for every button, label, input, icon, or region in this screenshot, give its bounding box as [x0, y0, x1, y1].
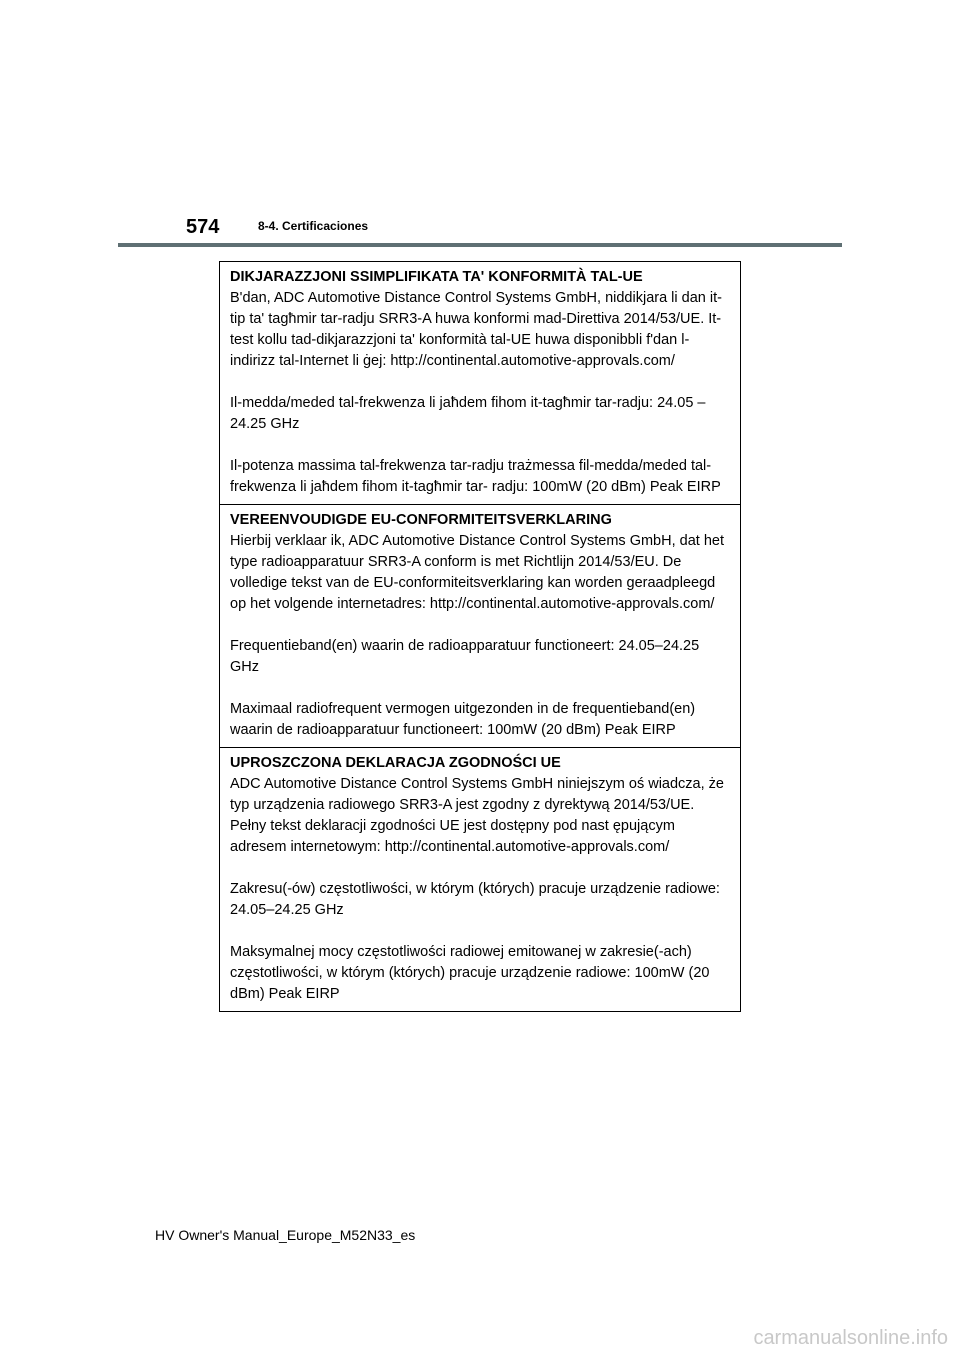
max-power-paragraph: Maximaal radiofrequent vermogen uitgezonden in de frequentieband(en) waarin de radioapparatuur functioneert: 100mW (20 dBm) Peak EIRP	[230, 701, 696, 738]
manual-footer: HV Owner's Manual_Europe_M52N33_es	[155, 1227, 416, 1243]
frequency-band-paragraph: Zakresu(-ów) częstotliwości, w którym (których) pracuje urządzenie radiowe: 24.05–24.25 GHz	[230, 881, 720, 918]
declaration-title: UPROSZCZONA DEKLARACJA ZGODNOŚCI UE	[230, 755, 561, 771]
declaration-title: DIKJARAZZJONI SSIMPLIFIKATA TA' KONFORMITÀ TAL-UE	[230, 269, 643, 285]
declaration-dutch	[220, 504, 740, 747]
section-title: 8-4. Certificaciones	[258, 219, 369, 233]
frequency-band-paragraph: Il-medda/meded tal-frekwenza li jaħdem fihom it-tagħmir tar-radju: 24.05 –24.25 GHz	[230, 395, 706, 432]
declaration-paragraph: B'dan, ADC Automotive Distance Control Systems GmbH, niddikjara li dan it-tip ta' tagħmir tar-radju SRR3-A huwa konformi mad-Direttiva 2014/53/UE. It-test kollu tad-dikjarazzjoni ta' konformità tal-UE huwa disponibbli f'dan l-indirizz tal-Internet li ġej: http://continental.automotive-approvals.com/	[230, 290, 722, 369]
declaration-title: VEREENVOUDIGDE EU-CONFORMITEITSVERKLARING	[230, 512, 612, 528]
frequency-band-paragraph: Frequentieband(en) waarin de radioapparatuur functioneert: 24.05–24.25 GHz	[230, 638, 700, 675]
certification-table	[219, 261, 741, 1012]
page-number: 574	[186, 216, 220, 238]
header-rule	[118, 243, 842, 247]
max-power-paragraph: Maksymalnej mocy częstotliwości radiowej emitowanej w zakresie(-ach) częstotliwości, w którym (których) pracuje urządzenie radiowe: 100mW (20 dBm) Peak EIRP	[230, 944, 710, 1002]
watermark-text: carmanualsonline.info	[753, 1327, 948, 1349]
declaration-polish	[220, 747, 740, 1011]
max-power-paragraph: Il-potenza massima tal-frekwenza tar-radju trażmessa fil-medda/meded tal-frekwenza li jaħdem fihom it-tagħmir tar- radju: 100mW (20 dBm) Peak EIRP	[230, 458, 721, 495]
declaration-paragraph: ADC Automotive Distance Control Systems GmbH niniejszym oś wiadcza, że typ urządzenia radiowego SRR3-A jest zgodny z dyrektywą 2014/53/UE. Pełny tekst deklaracji zgodności UE jest dostępny pod nast ępującym adresem internetowym: http://continental.automotive-approvals.com/	[230, 776, 724, 855]
declaration-maltese	[220, 262, 740, 504]
declaration-paragraph: Hierbij verklaar ik, ADC Automotive Distance Control Systems GmbH, dat het type radioapparatuur SRR3-A conform is met Richtlijn 2014/53/EU. De volledige tekst van de EU-conformiteitsverklaring kan worden geraadpleegd op het volgende internetadres: http://continental.automotive-approvals.com/	[230, 533, 724, 612]
